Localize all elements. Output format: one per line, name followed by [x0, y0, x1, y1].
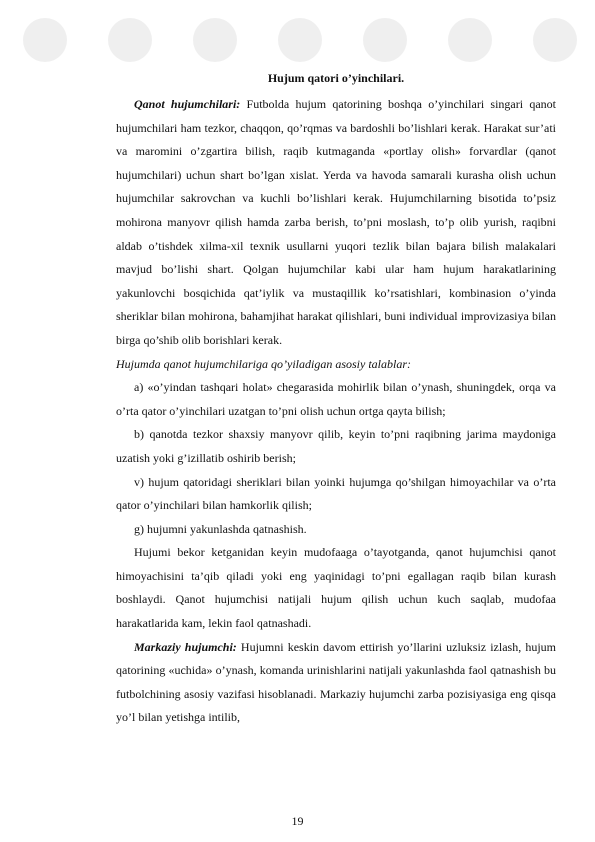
list-item: a) «o’yindan tashqari holat» chegarasida mohirlik bilan o’ynash, shuningdek, orqa va o’rta qator o’yinchilari uzatgan to’pni olish uchun ortga qayta bilish;	[116, 380, 556, 418]
page-number: 19	[291, 814, 304, 828]
lead-central: Markaziy hujumchi:	[134, 639, 237, 654]
paragraph-defense: Hujumi bekor ketganidan keyin mudofaaga o’tayotganda, qanot hujumchisi qanot himoyachisini ta’qib qiladi yoki eng yaqinidagi to’pni egallagan raqib bilan kurash boshlaydi. Qanot hujumchisi natijali hujum qilish uchun kuch saqlab, mudofaa harakatlarida kam, lekin faol qatnashadi.	[116, 545, 556, 631]
lead-wingers: Qanot hujumchilari:	[134, 97, 241, 111]
page-title: Hujum qatori o’yinchilari.	[267, 71, 405, 85]
paragraph-wingers-text: Futbolda hujum qatorining boshqa o’yinchilari singari qanot hujumchilari ham tezkor, chaqqon, qo’rqmas va bardoshli bo’lishlari kerak. Harakat sur’ati va maromini o’zgartira bilish, raqib kutmaganda «portlay olish» forvardlar (qanot hujumchilari) uchun shart bo’lgan xislat. Yerda va havoda samarali kurasha olish uchun hujumchilar sakrovchan va kuchli bo’lishlari kerak. Hujumchilarning bisotida to’psiz mohirona manyovr qilish hamda zarba berish, to’pni moslash, to’p olib yurish, raqibni aldab o’tishdek xilma-xil texnik usullarni yuqori tezlik bilan bajara bilish malakalari mavjud bo’lishi shart. Qolgan hujumchilar kabi ular ham hujum harakatlarining yakunlovchi bosqichida qat’iylik va mustaqillik ko’rsatishlari, kombinasion o’yinda sheriklar bilan mohirona, bahamjihat harakat qilishlari, buni individual improvizasiya bilan birga qo’shib olib borishlari kerak.	[116, 97, 556, 347]
list-item: g) hujumni yakunlashda qatnashish.	[134, 521, 307, 536]
list-item: b) qanotda tezkor shaxsiy manyovr qilib, keyin to’pni raqibning jarima maydoniga uzatish yoki g’izillatib oshirib berish;	[116, 427, 556, 465]
requirements-list	[116, 376, 556, 541]
paragraph-central-text: Hujumni keskin davom ettirish yo’llarini uzluksiz izlash, hujum qatorining «uchida» o’ynash, komanda urinishlarini natijali yakunlashda faol qatnashish bu futbolchining asosiy vazifasi hisoblanadi. Markaziy hujumchi zarba pozisiyasiga eng qisqa yo’l bilan yetishga intilib,	[116, 639, 556, 725]
paragraph-wingers	[116, 93, 556, 353]
requirements-subheading-text: Hujumda qanot hujumchilariga qo’yiladigan asosiy talablar:	[116, 356, 411, 371]
document-body	[116, 63, 556, 730]
paragraph-central	[116, 636, 556, 730]
list-item: v) hujum qatoridagi sheriklari bilan yoinki hujumga qo’shilgan himoyachilar va o’rta qator o’yinchilari bilan hamkorlik qilish;	[116, 474, 556, 513]
requirements-subheading	[116, 353, 556, 377]
